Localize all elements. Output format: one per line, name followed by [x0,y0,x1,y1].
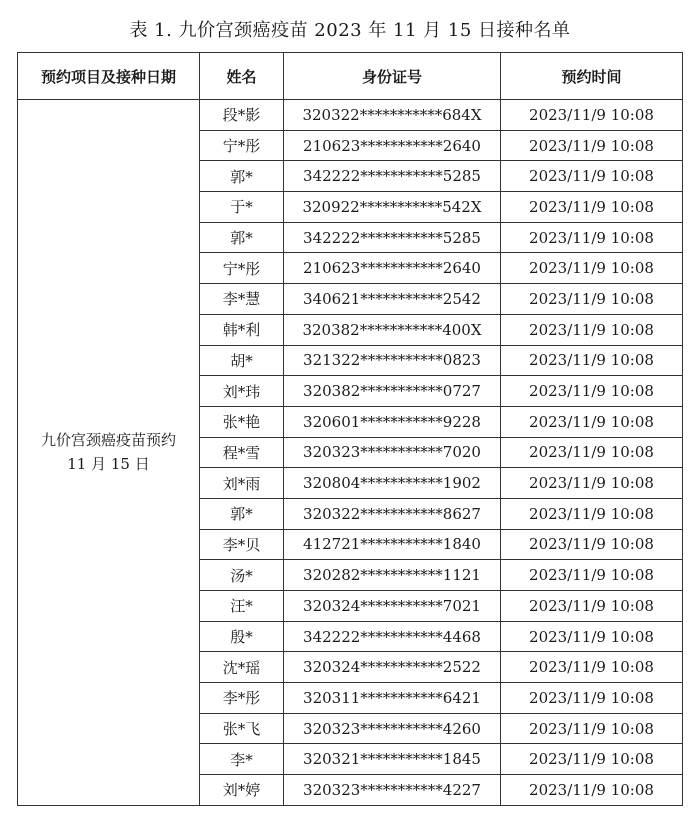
cell-appointment-time: 2023/11/9 10:08 [501,100,683,131]
cell-name: 段*影 [200,100,284,131]
cell-appointment-time: 2023/11/9 10:08 [501,284,683,315]
cell-name: 刘*婷 [200,775,284,806]
cell-appointment-time: 2023/11/9 10:08 [501,498,683,529]
cell-id-number: 210623***********2640 [284,253,501,284]
cell-name: 沈*瑶 [200,652,284,683]
cell-id-number: 342222***********5285 [284,161,501,192]
cell-id-number: 320382***********0727 [284,376,501,407]
header-name: 姓名 [200,53,284,100]
cell-id-number: 320601***********9228 [284,406,501,437]
cell-id-number: 320322***********684X [284,100,501,131]
cell-id-number: 320311***********6421 [284,683,501,714]
cell-appointment-time: 2023/11/9 10:08 [501,345,683,376]
cell-name: 韩*利 [200,314,284,345]
header-project-date: 预约项目及接种日期 [18,53,200,100]
header-row [18,53,683,100]
cell-id-number: 320323***********7020 [284,437,501,468]
cell-name: 汤* [200,560,284,591]
cell-name: 胡* [200,345,284,376]
cell-name: 于* [200,192,284,223]
cell-appointment-time: 2023/11/9 10:08 [501,222,683,253]
cell-id-number: 320282***********1121 [284,560,501,591]
cell-name: 郭* [200,498,284,529]
cell-name: 李*慧 [200,284,284,315]
cell-id-number: 210623***********2640 [284,130,501,161]
cell-name: 郭* [200,161,284,192]
cell-name: 李* [200,744,284,775]
cell-name: 刘*雨 [200,468,284,499]
cell-name: 李*贝 [200,529,284,560]
cell-id-number: 321322***********0823 [284,345,501,376]
cell-name: 李*彤 [200,683,284,714]
cell-id-number: 320323***********4227 [284,775,501,806]
table-title: 表 1. 九价宫颈癌疫苗 2023 年 11 月 15 日接种名单 [129,20,571,41]
group-label-line2: 11 月 15 日 [67,455,150,474]
cell-appointment-time: 2023/11/9 10:08 [501,529,683,560]
cell-id-number: 340621***********2542 [284,284,501,315]
cell-id-number: 320922***********542X [284,192,501,223]
cell-appointment-time: 2023/11/9 10:08 [501,683,683,714]
cell-appointment-time: 2023/11/9 10:08 [501,560,683,591]
cell-name: 郭* [200,222,284,253]
cell-id-number: 320324***********2522 [284,652,501,683]
cell-id-number: 320324***********7021 [284,591,501,622]
cell-id-number: 320382***********400X [284,314,501,345]
header-appointment-time: 预约时间 [501,53,683,100]
vaccination-list-table [17,52,683,806]
cell-id-number: 320321***********1845 [284,744,501,775]
cell-appointment-time: 2023/11/9 10:08 [501,192,683,223]
cell-name: 程*雪 [200,437,284,468]
table-row [18,100,683,131]
cell-appointment-time: 2023/11/9 10:08 [501,744,683,775]
cell-appointment-time: 2023/11/9 10:08 [501,621,683,652]
cell-name: 张*艳 [200,406,284,437]
cell-appointment-time: 2023/11/9 10:08 [501,591,683,622]
cell-appointment-time: 2023/11/9 10:08 [501,376,683,407]
cell-id-number: 342222***********5285 [284,222,501,253]
cell-appointment-time: 2023/11/9 10:08 [501,406,683,437]
cell-appointment-time: 2023/11/9 10:08 [501,775,683,806]
cell-id-number: 320323***********4260 [284,713,501,744]
cell-appointment-time: 2023/11/9 10:08 [501,130,683,161]
cell-id-number: 412721***********1840 [284,529,501,560]
group-label-line1: 九价宫颈癌疫苗预约 [40,431,176,450]
table-body [18,100,683,806]
cell-name: 张*飞 [200,713,284,744]
group-label-cell [18,100,200,806]
cell-appointment-time: 2023/11/9 10:08 [501,161,683,192]
cell-appointment-time: 2023/11/9 10:08 [501,314,683,345]
cell-appointment-time: 2023/11/9 10:08 [501,437,683,468]
cell-name: 刘*玮 [200,376,284,407]
cell-appointment-time: 2023/11/9 10:08 [501,253,683,284]
cell-id-number: 342222***********4468 [284,621,501,652]
cell-name: 殷* [200,621,284,652]
cell-appointment-time: 2023/11/9 10:08 [501,652,683,683]
cell-name: 宁*彤 [200,130,284,161]
cell-id-number: 320804***********1902 [284,468,501,499]
cell-name: 宁*彤 [200,253,284,284]
header-id-number: 身份证号 [284,53,501,100]
cell-appointment-time: 2023/11/9 10:08 [501,713,683,744]
cell-appointment-time: 2023/11/9 10:08 [501,468,683,499]
cell-name: 汪* [200,591,284,622]
cell-id-number: 320322***********8627 [284,498,501,529]
